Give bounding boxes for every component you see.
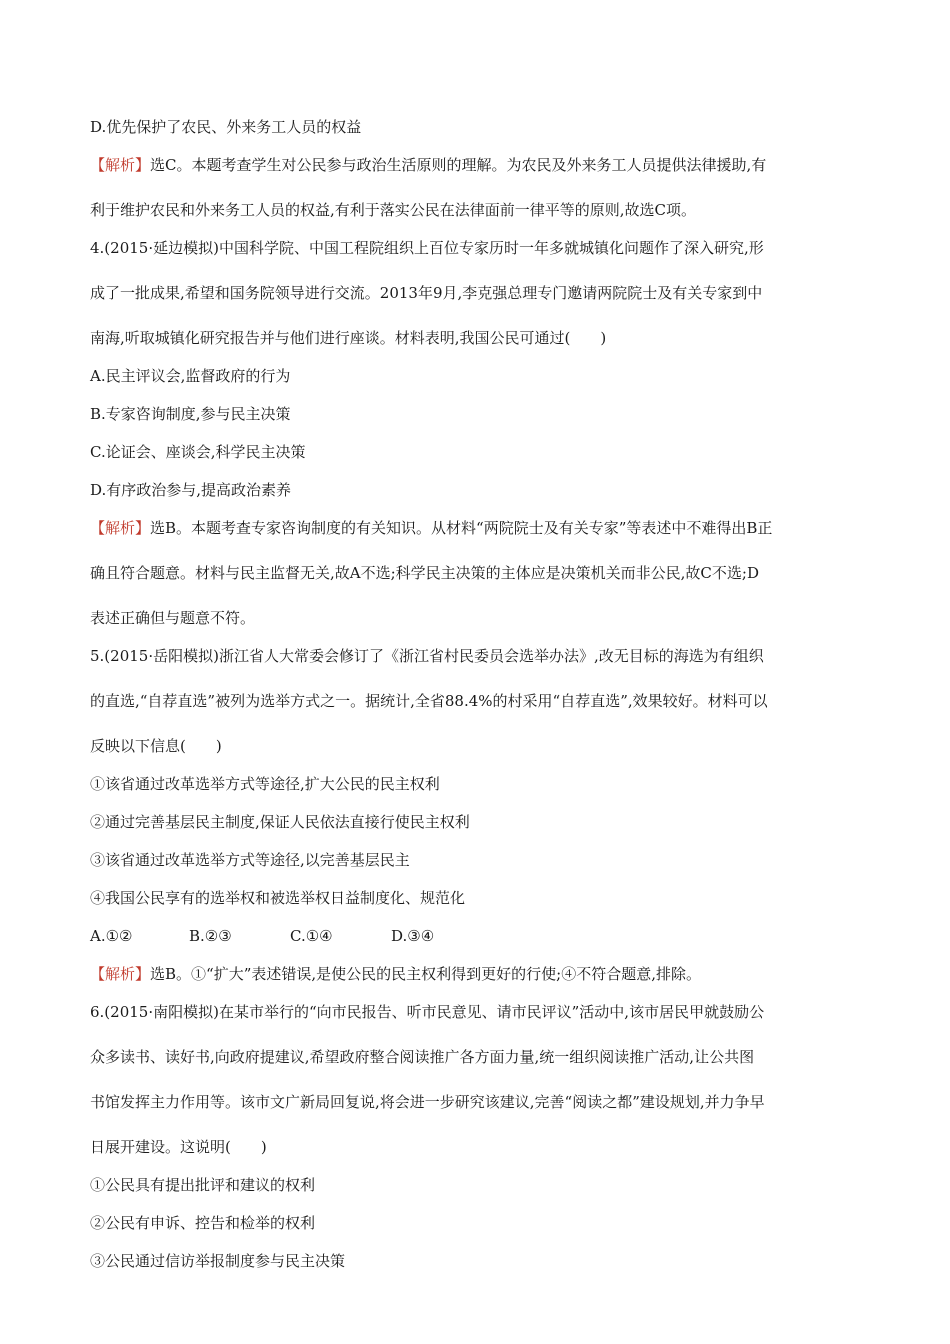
analysis-tag: 【解析】: [90, 965, 151, 983]
q5-stem-line-1: 5.(2015·岳阳模拟)浙江省人大常委会修订了《浙江省村民委员会选举办法》,改无目标的海选为有组织: [90, 647, 764, 665]
q4-option-c: C.论证会、座谈会,科学民主决策: [90, 443, 306, 461]
q3-option-d: D.优先保护了农民、外来务工人员的权益: [90, 118, 362, 136]
q4-option-b: B.专家咨询制度,参与民主决策: [90, 405, 291, 423]
analysis-text: 选B。本题考查专家咨询制度的有关知识。从材料“两院院士及有关专家”等表述中不难得出B正: [150, 519, 773, 537]
analysis-text: 选C。本题考查学生对公民参与政治生活原则的理解。为农民及外来务工人员提供法律援助,有: [150, 156, 767, 174]
analysis-text: 选B。①“扩大”表述错误,是使公民的民主权利得到更好的行使;④不符合题意,排除。: [150, 965, 701, 983]
q4-option-a: A.民主评议会,监督政府的行为: [90, 367, 291, 385]
q6-item-1: ①公民具有提出批评和建议的权利: [90, 1176, 316, 1194]
q6-stem-line-4: 日展开建设。这说明( ): [90, 1138, 267, 1156]
q5-option-d: D.③④: [391, 927, 435, 945]
q6-stem-line-2: 众多读书、读好书,向政府提建议,希望政府整合阅读推广各方面力量,统一组织阅读推广活动,让公共图: [90, 1048, 755, 1066]
document-page: [90, 118, 862, 1271]
q3-analysis-line-1: [90, 156, 862, 175]
q4-analysis-line-1: [90, 519, 862, 538]
q3-analysis-line-2: 利于维护农民和外来务工人员的权益,有利于落实公民在法律面前一律平等的原则,故选C项。: [90, 201, 697, 219]
q4-stem-line-3: 南海,听取城镇化研究报告并与他们进行座谈。材料表明,我国公民可通过( ): [90, 329, 607, 347]
q6-item-3: ③公民通过信访举报制度参与民主决策: [90, 1252, 346, 1270]
q5-option-c: C.①④: [290, 927, 333, 945]
q6-stem-line-3: 书馆发挥主力作用等。该市文广新局回复说,将会进一步研究该建议,完善“阅读之都”建设规划,并力争早: [90, 1093, 765, 1111]
q4-option-d: D.有序政治参与,提高政治素养: [90, 481, 292, 499]
q5-item-4: ④我国公民享有的选举权和被选举权日益制度化、规范化: [90, 889, 466, 907]
analysis-tag: 【解析】: [90, 156, 151, 174]
q4-stem-line-2: 成了一批成果,希望和国务院领导进行交流。2013年9月,李克强总理专门邀请两院院士及有关专家到中: [90, 284, 763, 302]
q4-analysis-line-3: 表述正确但与题意不符。: [90, 609, 256, 627]
q5-analysis-line-1: [90, 965, 862, 984]
q4-analysis-line-2: 确且符合题意。材料与民主监督无关,故A不选;科学民主决策的主体应是决策机关而非公民,故C不选;D: [90, 564, 759, 582]
q5-option-b: B.②③: [189, 927, 232, 945]
q5-stem-line-2: 的直选,“自荐直选”被列为选举方式之一。据统计,全省88.4%的村采用“自荐直选”,效果较好。材料可以: [90, 692, 768, 710]
q6-item-2: ②公民有申诉、控告和检举的权利: [90, 1214, 316, 1232]
q5-options-row: [90, 927, 862, 946]
q5-stem-line-3: 反映以下信息( ): [90, 737, 222, 755]
q5-item-3: ③该省通过改革选举方式等途径,以完善基层民主: [90, 851, 410, 869]
q5-item-2: ②通过完善基层民主制度,保证人民依法直接行使民主权利: [90, 813, 470, 831]
q4-stem-line-1: 4.(2015·延边模拟)中国科学院、中国工程院组织上百位专家历时一年多就城镇化问题作了深入研究,形: [90, 239, 764, 257]
q5-option-a: A.①②: [90, 927, 133, 945]
q6-stem-line-1: 6.(2015·南阳模拟)在某市举行的“向市民报告、听市民意见、请市民评议”活动中,该市居民甲就鼓励公: [90, 1003, 765, 1021]
q5-item-1: ①该省通过改革选举方式等途径,扩大公民的民主权利: [90, 775, 440, 793]
analysis-tag: 【解析】: [90, 519, 151, 537]
